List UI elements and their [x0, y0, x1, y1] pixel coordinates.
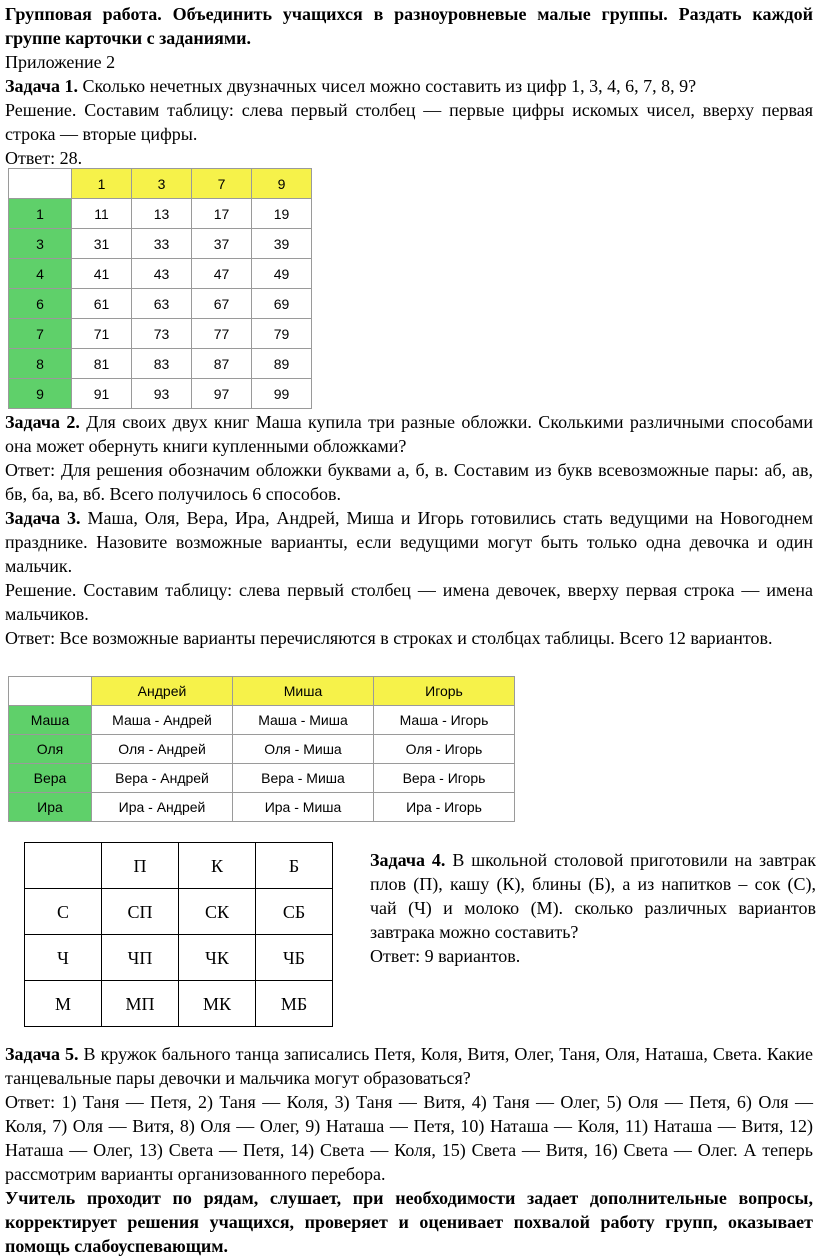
table-cell: 61: [72, 289, 132, 319]
intro-paragraph: [5, 2, 813, 50]
table-row: [25, 981, 333, 1027]
table-row: [9, 199, 312, 229]
table-cell: Оля - Андрей: [92, 735, 233, 764]
table-cell: 43: [132, 259, 192, 289]
table-cell: МК: [179, 981, 256, 1027]
task3-solution: Решение. Составим таблицу: слева первый столбец — имена девочек, вверху первая строка — имена мальчиков.: [5, 580, 813, 624]
table-cell: 39: [252, 229, 312, 259]
task2-title: Задача 2.: [5, 412, 80, 432]
table-cell: 19: [252, 199, 312, 229]
table-cell: Вера - Андрей: [92, 764, 233, 793]
table-row: [9, 229, 312, 259]
closing-paragraph: [5, 1186, 813, 1258]
table-cell: МП: [102, 981, 179, 1027]
table-cell: Оля - Миша: [233, 735, 374, 764]
table-cell: СП: [102, 889, 179, 935]
task1-answer: Ответ: 28.: [5, 148, 83, 168]
task3-statement: [5, 506, 813, 578]
table-cell: 77: [192, 319, 252, 349]
task1-title: Задача 1.: [5, 76, 79, 96]
task1-solution: Решение. Составим таблицу: слева первый столбец — первые цифры искомых чисел, вверху первая строка — вторые цифры.: [5, 100, 813, 144]
table-cell: 33: [132, 229, 192, 259]
table-cell: Ира - Игорь: [374, 793, 515, 822]
column-header-cell: 1: [72, 169, 132, 199]
task3-table: [8, 676, 515, 822]
table-cell: 13: [132, 199, 192, 229]
table-corner-cell: [25, 843, 102, 889]
table-row: [9, 379, 312, 409]
column-header-cell: Миша: [233, 677, 374, 706]
task5-title: Задача 5.: [5, 1044, 79, 1064]
task2-text: Для своих двух книг Маша купила три разные обложки. Сколькими различными способами она может обернуть книги купленными обложками?: [5, 412, 813, 456]
row-header-cell: 9: [9, 379, 72, 409]
table-cell: 79: [252, 319, 312, 349]
task3-text: Маша, Оля, Вера, Ира, Андрей, Миша и Игорь готовились стать ведущими на Новогоднем празднике. Назовите возможные варианты, если ведущими могут быть только одна девочка и один мальчик.: [5, 508, 813, 576]
table-row: [25, 935, 333, 981]
appendix-label: Приложение 2: [5, 52, 116, 72]
table-corner-cell: [9, 169, 72, 199]
row-header-cell: 6: [9, 289, 72, 319]
table-corner-cell: [9, 677, 92, 706]
column-header-cell: 7: [192, 169, 252, 199]
row-header-cell: С: [25, 889, 102, 935]
table-cell: 93: [132, 379, 192, 409]
table-cell: 37: [192, 229, 252, 259]
closing-text: Учитель проходит по рядам, слушает, при необходимости задает дополнительные вопросы, корректирует решения учащихся, проверяет и оценивает похвалой работу групп, оказывает помощь слабоуспевающим.: [5, 1188, 813, 1256]
row-header-cell: 7: [9, 319, 72, 349]
row-header-cell: 1: [9, 199, 72, 229]
task3-title: Задача 3.: [5, 508, 81, 528]
intro-heading: Групповая работа.: [5, 4, 162, 24]
table-header-row: [25, 843, 333, 889]
row-header-cell: 3: [9, 229, 72, 259]
task5-statement: [5, 1042, 813, 1090]
intro-heading-rest: Объединить учащихся в разноуровневые малые группы. Раздать каждой группе карточки с заданиями.: [5, 4, 813, 48]
column-header-cell: Б: [256, 843, 333, 889]
table-row: [9, 764, 515, 793]
table-cell: Маша - Андрей: [92, 706, 233, 735]
table-cell: 91: [72, 379, 132, 409]
table-cell: 47: [192, 259, 252, 289]
column-header-cell: 9: [252, 169, 312, 199]
row-header-cell: 4: [9, 259, 72, 289]
task4-text: В школьной столовой приготовили на завтрак плов (П), кашу (К), блины (Б), а из напитков – сок (С), чай (Ч) и молоко (М). сколько различных вариантов завтрака можно составить?: [370, 850, 816, 942]
row-header-cell: М: [25, 981, 102, 1027]
table-row: [9, 793, 515, 822]
table-row: [9, 259, 312, 289]
table-row: [25, 889, 333, 935]
table-row: [9, 319, 312, 349]
table-cell: 81: [72, 349, 132, 379]
column-header-cell: К: [179, 843, 256, 889]
table-cell: 83: [132, 349, 192, 379]
table-row: [9, 349, 312, 379]
table-cell: 11: [72, 199, 132, 229]
row-header-cell: 8: [9, 349, 72, 379]
task4-statement: [370, 848, 816, 944]
task4-answer: Ответ: 9 вариантов.: [370, 946, 521, 966]
column-header-cell: Андрей: [92, 677, 233, 706]
table-cell: 17: [192, 199, 252, 229]
table-header-row: [9, 677, 515, 706]
table-cell: 99: [252, 379, 312, 409]
task4-block: [370, 848, 816, 968]
table-cell: МБ: [256, 981, 333, 1027]
table-cell: 73: [132, 319, 192, 349]
table-cell: 89: [252, 349, 312, 379]
task1-table: [8, 168, 312, 409]
task5-answer: Ответ: 1) Таня — Петя, 2) Таня — Коля, 3) Таня — Витя, 4) Таня — Олег, 5) Оля — Петя, 6) Оля — Коля, 7) Оля — Витя, 8) Оля — Олег, 9) Наташа — Петя, 10) Наташа — Коля, 11) Наташа — Витя, 12) Наташа — Олег, 13) Света — Петя, 14) Света — Коля, 15) Света — Витя, 16) Света — Олег. А теперь рассмотрим варианты организованного перебора.: [5, 1092, 813, 1184]
row-header-cell: Оля: [9, 735, 92, 764]
table-row: [9, 735, 515, 764]
table-row: [9, 706, 515, 735]
row-header-cell: Вера: [9, 764, 92, 793]
column-header-cell: 3: [132, 169, 192, 199]
task5-text: В кружок бального танца записались Петя, Коля, Витя, Олег, Таня, Оля, Наташа, Света. Какие танцевальные пары девочки и мальчика могут образоваться?: [5, 1044, 813, 1088]
task2-statement: [5, 410, 813, 458]
table-cell: Маша - Миша: [233, 706, 374, 735]
task4-title: Задача 4.: [370, 850, 446, 870]
table-cell: Оля - Игорь: [374, 735, 515, 764]
table-cell: 87: [192, 349, 252, 379]
table-cell: 97: [192, 379, 252, 409]
row-header-cell: Ч: [25, 935, 102, 981]
table-cell: ЧК: [179, 935, 256, 981]
table-cell: Маша - Игорь: [374, 706, 515, 735]
row-header-cell: Ира: [9, 793, 92, 822]
table-cell: 49: [252, 259, 312, 289]
task4-table: [24, 842, 333, 1027]
table-cell: Вера - Миша: [233, 764, 374, 793]
task1-text: Сколько нечетных двузначных чисел можно составить из цифр 1, 3, 4, 6, 7, 8, 9?: [78, 76, 697, 96]
table-cell: 67: [192, 289, 252, 319]
table-cell: ЧП: [102, 935, 179, 981]
row-header-cell: Маша: [9, 706, 92, 735]
table-cell: Вера - Игорь: [374, 764, 515, 793]
table-cell: Ира - Андрей: [92, 793, 233, 822]
table-cell: СК: [179, 889, 256, 935]
column-header-cell: П: [102, 843, 179, 889]
table-header-row: [9, 169, 312, 199]
table-cell: СБ: [256, 889, 333, 935]
column-header-cell: Игорь: [374, 677, 515, 706]
task3-answer: Ответ: Все возможные варианты перечисляются в строках и столбцах таблицы. Всего 12 вариантов.: [5, 628, 773, 648]
table-cell: 71: [72, 319, 132, 349]
table-cell: 69: [252, 289, 312, 319]
task1-statement: [5, 74, 813, 98]
table-cell: 63: [132, 289, 192, 319]
table-cell: 31: [72, 229, 132, 259]
table-cell: ЧБ: [256, 935, 333, 981]
table-cell: Ира - Миша: [233, 793, 374, 822]
task2-answer: Ответ: Для решения обозначим обложки буквами а, б, в. Составим из букв всевозможные пары: аб, ав, бв, ба, ва, вб. Всего получилось 6 способов.: [5, 460, 813, 504]
table-row: [9, 289, 312, 319]
table-cell: 41: [72, 259, 132, 289]
